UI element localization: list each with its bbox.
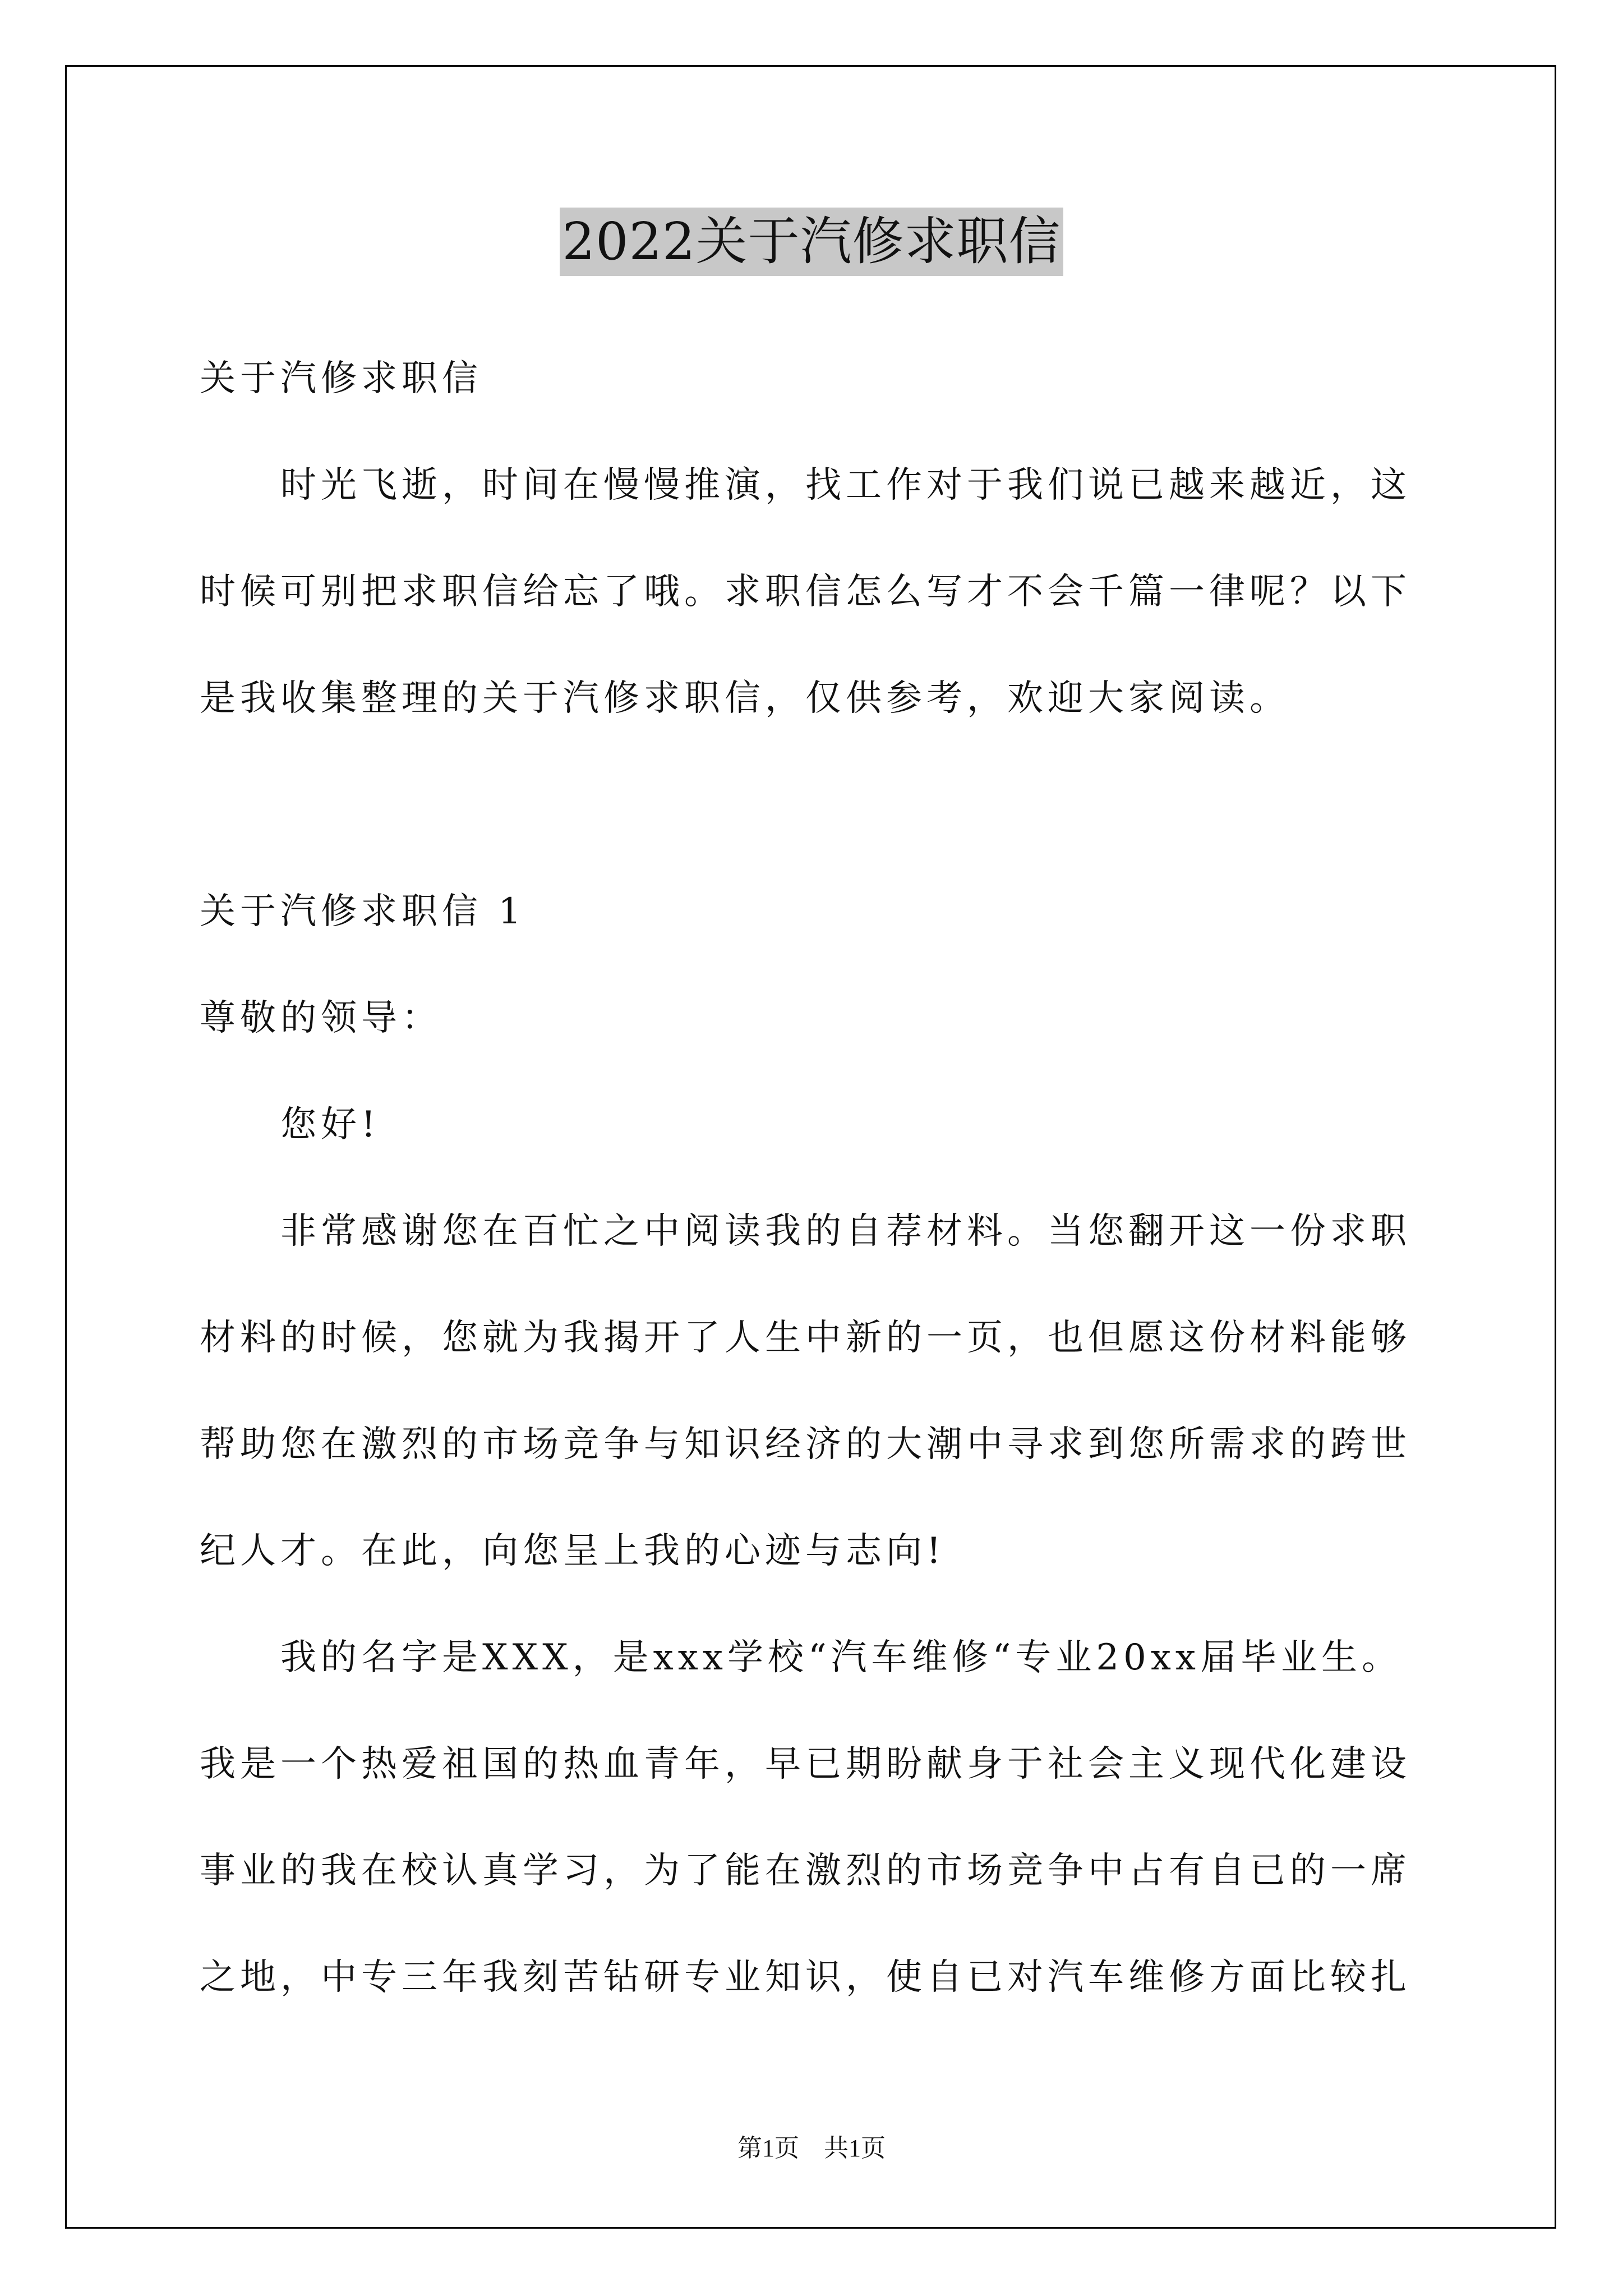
intro-line-2: 时候可别把求职信给忘了哦。求职信怎么写才不会千篇一律呢？以下: [200, 571, 1411, 613]
page-footer: 第1页 共1页: [737, 2134, 886, 2162]
section-heading: 关于汽修求职信 1: [200, 891, 526, 932]
paragraph1-line-1: 非常感谢您在百忙之中阅读我的自荐材料。当您翻开这一份求职: [280, 1211, 1411, 1252]
paragraph1-line-3: 帮助您在激烈的市场竞争与知识经济的大潮中寻求到您所需求的跨世: [200, 1424, 1411, 1465]
document-title: 2022关于汽修求职信: [560, 208, 1063, 276]
paragraph2-line-3: 事业的我在校认真学习，为了能在激烈的市场竞争中占有自已的一席: [200, 1850, 1411, 1892]
document-subtitle: 关于汽修求职信: [200, 358, 482, 399]
paragraph1-line-2: 材料的时候，您就为我揭开了人生中新的一页，也但愿这份材料能够: [200, 1317, 1411, 1359]
greeting: 您好!: [280, 1104, 380, 1145]
paragraph2-line-1: 我的名字是XXX，是xxx学校“汽车维修“专业20xx届毕业生。: [280, 1637, 1403, 1678]
paragraph2-line-4: 之地，中专三年我刻苦钻研专业知识，使自已对汽车维修方面比较扎: [200, 1957, 1411, 1998]
intro-line-1: 时光飞逝，时间在慢慢推演，找工作对于我们说已越来越近，这: [280, 464, 1411, 506]
salutation: 尊敬的领导：: [200, 997, 442, 1039]
title-container: [0, 208, 1623, 276]
paragraph2-line-2: 我是一个热爱祖国的热血青年，早已期盼献身于社会主义现代化建设: [200, 1743, 1411, 1785]
intro-line-3: 是我收集整理的关于汽修求职信，仅供参考，欢迎大家阅读。: [200, 678, 1290, 719]
paragraph1-line-4: 纪人才。在此，向您呈上我的心迹与志向!: [200, 1530, 946, 1572]
